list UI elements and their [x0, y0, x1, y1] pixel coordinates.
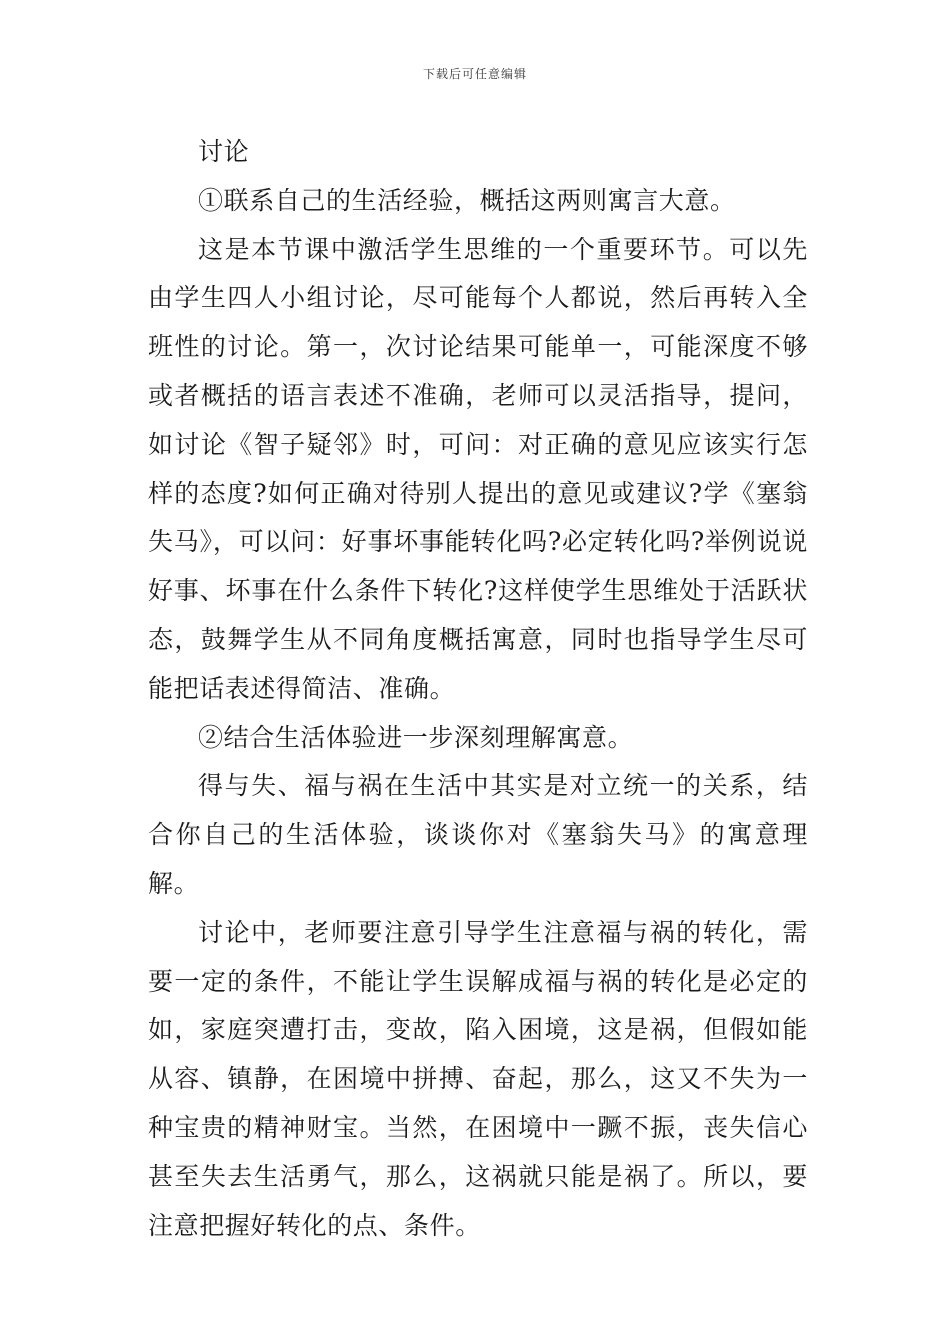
- discussion-point-2: ②结合生活体验进一步深刻理解寓意。: [198, 722, 634, 752]
- document-body: [148, 128, 808, 1250]
- body-paragraph: 得与失、福与祸在生活中其实是对立统一的关系，结合你自己的生活体验，谈谈你对《塞翁失马》的寓意理解。: [148, 771, 808, 898]
- page-header-note: 下载后可任意编辑: [422, 67, 527, 81]
- heading-discussion: 讨论: [198, 137, 250, 166]
- body-paragraph: 讨论中，老师要注意引导学生注意福与祸的转化，需要一定的条件，不能让学生误解成福与祸的转化是必定的如，家庭突遭打击，变故，陷入困境，这是祸，但假如能从容、镇静，在困境中拼搏、奋起，那么，这又不失为一种宝贵的精神财宝。当然，在困境中一蹶不振，丧失信心甚至失去生活勇气，那么，这祸就只能是祸了。所以，要注意把握好转化的点、条件。: [148, 917, 808, 1240]
- discussion-point-1: ①联系自己的生活经验，概括这两则寓言大意。: [198, 185, 736, 215]
- body-paragraph: 这是本节课中激活学生思维的一个重要环节。可以先由学生四人小组讨论，尽可能每个人都说，然后再转入全班性的讨论。第一，次讨论结果可能单一，可能深度不够或者概括的语言表述不准确，老师可以灵活指导，提问，如讨论《智子疑邻》时，可问：对正确的意见应该实行怎样的态度?如何正确对待别人提出的意见或建议?学《塞翁失马》，可以问：好事坏事能转化吗?必定转化吗?举例说说好事、坏事在什么条件下转化?这样使学生思维处于活跃状态，鼓舞学生从不同角度概括寓意，同时也指导学生尽可能把话表述得简洁、准确。: [148, 234, 808, 703]
